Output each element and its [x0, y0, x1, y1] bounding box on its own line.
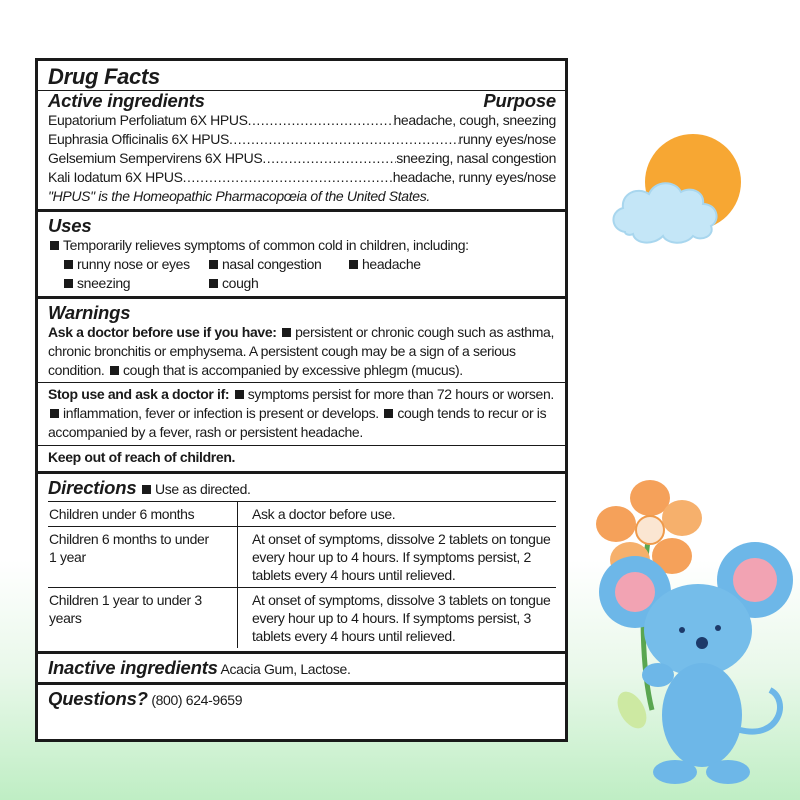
mouse-icon	[599, 542, 793, 784]
ingredient-row	[48, 168, 556, 187]
uses-section	[38, 212, 565, 299]
ingredient-purpose: sneezing, nasal congestion	[396, 150, 556, 166]
ask-doctor-block	[38, 323, 565, 382]
stop-use-text-2: inflammation, fever or infection is present or develops.	[63, 405, 379, 421]
leader-dots	[229, 130, 459, 149]
ingredient-name: Gelsemium Sempervirens 6X HPUS	[48, 150, 263, 166]
uses-intro: Temporarily relieves symptoms of common cold in children, including:	[63, 237, 469, 253]
age-cell: Children 1 year to under 3 years	[48, 588, 238, 649]
hpus-note: "HPUS" is the Homeopathic Pharmacopœia of the United States.	[48, 188, 430, 204]
sun-cloud-illustration	[605, 120, 755, 270]
stop-use-block	[48, 383, 556, 445]
table-row	[48, 588, 556, 649]
bullet-square-icon	[209, 279, 218, 288]
instruction-cell: At onset of symptoms, dissolve 2 tablets on tongue every hour up to 4 hours. If symptoms persist, 2 tablets every 4 hours until relieved.	[252, 531, 551, 583]
warnings-header: Warnings	[48, 302, 131, 323]
questions-phone: (800) 624-9659	[151, 692, 243, 708]
directions-table	[48, 501, 556, 648]
ingredient-row	[48, 149, 556, 168]
active-ingredients-header: Active ingredients	[48, 90, 205, 111]
bullet-square-icon	[142, 485, 151, 494]
bullet-square-icon	[50, 241, 59, 250]
bullet-square-icon	[282, 328, 291, 337]
questions-line	[48, 689, 556, 710]
directions-header-line	[48, 478, 556, 499]
bullet-square-icon	[50, 409, 59, 418]
symptom-label: runny nose or eyes	[77, 256, 190, 272]
questions-section	[38, 685, 565, 713]
symptom-label: headache	[362, 256, 421, 272]
symptom-item	[347, 255, 507, 274]
ingredient-name: Eupatorium Perfoliatum 6X HPUS	[48, 112, 248, 128]
ingredient-name: Kali Iodatum 6X HPUS	[48, 169, 183, 185]
uses-intro-line	[48, 236, 556, 255]
symptom-grid	[48, 255, 556, 293]
bullet-square-icon	[64, 279, 73, 288]
keep-out-of-reach: Keep out of reach of children.	[48, 449, 236, 465]
instruction-cell: At onset of symptoms, dissolve 3 tablets on tongue every hour up to 4 hours. If symptoms persist, 3 tablets every 4 hours until relieved.	[252, 592, 551, 644]
age-cell: Children 6 months to under 1 year	[48, 527, 238, 588]
purpose-header: Purpose	[483, 90, 556, 111]
inactive-header: Inactive ingredients	[48, 657, 218, 678]
warnings-section	[38, 299, 565, 474]
drug-facts-title: Drug Facts	[48, 64, 160, 89]
mouse-flower-illustration	[590, 480, 795, 790]
table-row	[48, 527, 556, 588]
ingredient-purpose: headache, cough, sneezing	[393, 112, 556, 128]
ask-doctor-text-1: persistent or chronic cough such as asthma, chronic bronchitis or emphysema. A persistent cough may be a sign of a serious condition.	[48, 324, 554, 378]
bullet-square-icon	[110, 366, 119, 375]
questions-header: Questions?	[48, 688, 148, 709]
age-cell: Children under 6 months	[48, 502, 238, 527]
active-header-row	[48, 91, 556, 111]
directions-section	[38, 474, 565, 654]
ingredient-name: Euphrasia Officinalis 6X HPUS	[48, 131, 230, 147]
bullet-square-icon	[384, 409, 393, 418]
leader-dots	[248, 111, 394, 130]
instruction-cell: Ask a doctor before use.	[252, 506, 396, 522]
symptom-item	[62, 255, 207, 274]
ask-doctor-lead: Ask a doctor before use if you have:	[48, 324, 277, 340]
directions-header: Directions	[48, 477, 137, 498]
inactive-line	[48, 658, 556, 679]
stop-use-lead: Stop use and ask a doctor if:	[48, 386, 230, 402]
ingredient-purpose: runny eyes/nose	[458, 131, 556, 147]
drug-facts-panel	[35, 58, 568, 742]
bullet-square-icon	[209, 260, 218, 269]
stop-use-text-3: cough tends to recur or is accompanied by a fever, rash or persistent headache.	[48, 405, 547, 440]
ingredient-row	[48, 130, 556, 149]
stop-use-text-1: symptoms persist for more than 72 hours or worsen.	[247, 386, 554, 402]
symptom-item	[207, 255, 347, 274]
table-row	[48, 502, 556, 527]
symptom-label: cough	[222, 275, 259, 291]
symptom-item	[207, 274, 347, 293]
ask-doctor-text-2: cough that is accompanied by excessive phlegm (mucus).	[122, 362, 463, 378]
symptom-label: sneezing	[77, 275, 131, 291]
bullet-square-icon	[64, 260, 73, 269]
uses-header: Uses	[48, 215, 92, 236]
leader-dots	[262, 149, 396, 168]
bullet-square-icon	[235, 390, 244, 399]
active-ingredients-section	[38, 61, 565, 212]
leader-dots	[183, 168, 393, 187]
ingredient-purpose: headache, runny eyes/nose	[392, 169, 556, 185]
symptom-item	[62, 274, 207, 293]
symptom-label: nasal congestion	[222, 256, 322, 272]
ingredient-row	[48, 111, 556, 130]
inactive-ingredients-section	[38, 654, 565, 685]
directions-intro: Use as directed.	[155, 481, 251, 497]
bullet-square-icon	[349, 260, 358, 269]
inactive-value: Acacia Gum, Lactose.	[220, 661, 351, 677]
